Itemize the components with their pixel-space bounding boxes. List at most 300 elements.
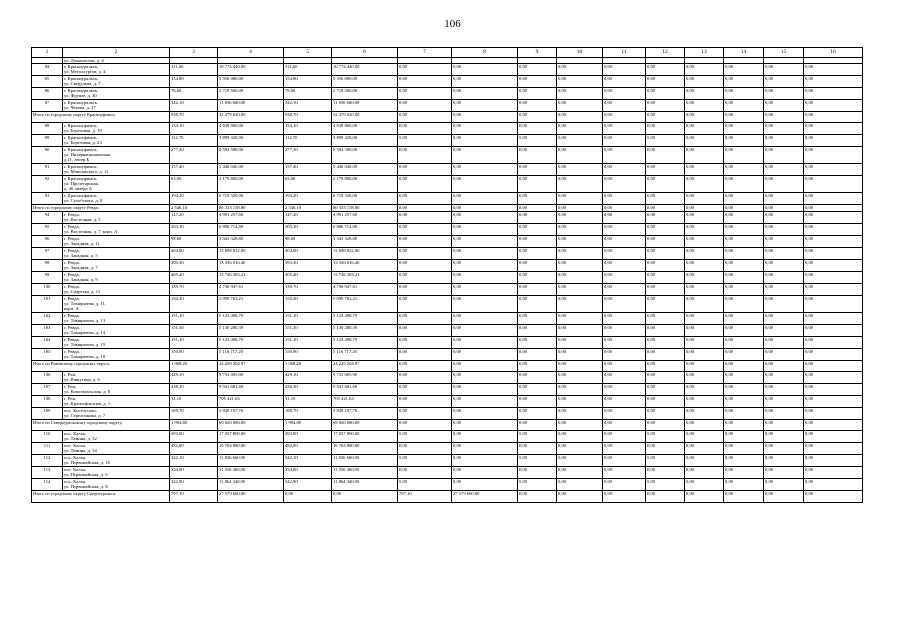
value-cell: 0,00 <box>646 443 685 455</box>
subtotal-row <box>32 205 863 212</box>
value-cell: 134,10 <box>284 123 332 135</box>
table-row <box>32 176 863 193</box>
value-cell: 0,00 <box>603 313 646 325</box>
value-cell: 0,00 <box>603 248 646 260</box>
value-cell: 342,90 <box>170 479 218 491</box>
column-number-cell: 8 <box>452 48 518 58</box>
value-cell: 0,00 <box>398 337 452 349</box>
value-cell: 0,00 <box>603 205 646 212</box>
value-cell: 0,00 <box>764 100 804 112</box>
value-cell: 0,00 <box>603 325 646 337</box>
value-cell: 0,00 <box>557 491 603 503</box>
row-number-cell: 98 <box>32 260 63 272</box>
value-cell: 0,00 <box>518 284 557 296</box>
value-cell: 0,00 <box>557 76 603 88</box>
value-cell: 0,00 <box>452 431 518 443</box>
value-cell: 0,00 <box>452 248 518 260</box>
row-number-cell: 109 <box>32 408 63 420</box>
value-cell: 0,00 <box>284 491 332 503</box>
column-number-cell: 5 <box>284 48 332 58</box>
value-cell: 5 116 717,20 <box>332 349 398 361</box>
address-cell: г. Красноуральск, ул. Свердлова, д. 7 <box>63 76 170 88</box>
value-cell: 2 719 560,00 <box>218 88 284 100</box>
value-cell: 9 733 005,90 <box>218 372 284 384</box>
value-cell: 0,00 <box>557 212 603 224</box>
value-cell: 0,00 <box>518 361 557 372</box>
value-cell: 4 736 947,61 <box>218 284 284 296</box>
value-cell: 5 446 040,00 <box>332 164 398 176</box>
value-cell: 0,00 <box>804 176 863 193</box>
value-cell: 0,00 <box>518 372 557 384</box>
value-cell: 0,00 <box>518 396 557 408</box>
value-cell: 0,00 <box>603 455 646 467</box>
value-cell: 0,00 <box>685 100 724 112</box>
value-cell: 0,00 <box>603 135 646 147</box>
subtotal-row <box>32 420 863 431</box>
value-cell: 0,00 <box>518 420 557 431</box>
value-cell: 0,00 <box>557 408 603 420</box>
value-cell: 63,00 <box>284 176 332 193</box>
value-cell: 0,00 <box>452 164 518 176</box>
value-cell: 27 579 660,00 <box>218 491 284 503</box>
value-cell: 139,70 <box>170 284 218 296</box>
value-cell: 0,00 <box>557 443 603 455</box>
value-cell: 0,00 <box>646 248 685 260</box>
value-cell: 5 123 498,79 <box>332 313 398 325</box>
value-cell: 0,00 <box>398 396 452 408</box>
value-cell: 0,00 <box>603 100 646 112</box>
value-cell: 0,00 <box>398 205 452 212</box>
row-number-cell: 91 <box>32 164 63 176</box>
value-cell: 150,40 <box>170 296 218 313</box>
value-cell: 0,00 <box>685 248 724 260</box>
value-cell: 0,00 <box>646 272 685 284</box>
value-cell: 0,00 <box>452 147 518 164</box>
value-cell: 0,00 <box>557 100 603 112</box>
value-cell: 32 479 020,00 <box>332 112 398 123</box>
value-cell: 0,00 <box>685 176 724 193</box>
value-cell: 0,00 <box>804 431 863 443</box>
value-cell: 0,00 <box>764 205 804 212</box>
value-cell: 0,00 <box>724 479 764 491</box>
value-cell: 0,00 <box>685 193 724 205</box>
value-cell: 0,00 <box>764 491 804 503</box>
value-cell: 151,30 <box>284 325 332 337</box>
value-cell: 342,90 <box>284 479 332 491</box>
address-cell: г. Ревда, ул. Спартака, д. 11 <box>63 284 170 296</box>
value-cell: 0,00 <box>724 76 764 88</box>
value-cell: 11 836 660,00 <box>332 455 398 467</box>
value-cell: 0,00 <box>724 205 764 212</box>
value-cell: 0,00 <box>724 396 764 408</box>
value-cell: 0,00 <box>557 248 603 260</box>
value-cell: 154,80 <box>284 76 332 88</box>
value-cell: 0,00 <box>724 467 764 479</box>
value-cell: 0,00 <box>764 313 804 325</box>
value-cell: 0,00 <box>452 372 518 384</box>
value-cell: 0,00 <box>398 361 452 372</box>
value-cell: 0,00 <box>724 212 764 224</box>
value-cell: 17 057 800,00 <box>332 431 398 443</box>
value-cell: 0,00 <box>646 491 685 503</box>
value-cell: 0,00 <box>646 224 685 236</box>
column-number-cell: 6 <box>332 48 398 58</box>
address-cell: пос. Калья, ул. Первомайская, д. 6 <box>63 467 170 479</box>
value-cell: 0,00 <box>764 224 804 236</box>
value-cell: 150,90 <box>284 349 332 361</box>
value-cell: 0,00 <box>646 76 685 88</box>
value-cell: 0,00 <box>398 164 452 176</box>
value-cell: 0,00 <box>557 372 603 384</box>
subtotal-row <box>32 361 863 372</box>
value-cell: 31,10 <box>170 396 218 408</box>
value-cell: 0,00 <box>603 272 646 284</box>
value-cell: 5 356 080,00 <box>332 76 398 88</box>
value-cell: 2 546,10 <box>170 205 218 212</box>
value-cell: 0,00 <box>557 337 603 349</box>
address-cell: г. Красноуфимск, ул. Березовая, д. 19 <box>63 123 170 135</box>
value-cell: 0,00 <box>685 147 724 164</box>
value-cell: 0,00 <box>557 272 603 284</box>
value-cell: 0,00 <box>452 193 518 205</box>
value-cell: 6 719 320,00 <box>218 193 284 205</box>
value-cell: 0,00 <box>557 236 603 248</box>
value-cell: 438,30 <box>284 384 332 396</box>
value-cell: 5 099 763,21 <box>218 296 284 313</box>
table-row <box>32 408 863 420</box>
value-cell: 0,00 <box>646 349 685 361</box>
value-cell: 151,10 <box>284 313 332 325</box>
value-cell: 6 886 714,80 <box>332 224 398 236</box>
value-cell: 0,00 <box>518 384 557 396</box>
value-cell: 9 594 580,00 <box>218 147 284 164</box>
value-cell: 429,10 <box>170 372 218 384</box>
value-cell: 0,00 <box>398 260 452 272</box>
subtotal-label: Итого по городскому округу Среднеуральск: <box>32 491 170 503</box>
value-cell: 0,00 <box>804 361 863 372</box>
row-number-cell: 97 <box>32 248 63 260</box>
address-cell: г. Ревда, ул. Тимирязева, д. 13 <box>63 313 170 325</box>
address-cell: пос. Калья, ул. Ленина, д. 34 <box>63 443 170 455</box>
value-cell: 0,00 <box>764 443 804 455</box>
value-cell: 0,00 <box>398 76 452 88</box>
value-cell: 98,60 <box>170 236 218 248</box>
value-cell: 11 836 660,00 <box>332 100 398 112</box>
address-cell: г. Ревда, ул. Западная, д. 9 <box>63 272 170 284</box>
value-cell: 0,00 <box>398 431 452 443</box>
value-cell: 0,00 <box>398 248 452 260</box>
value-cell: 3 899 420,00 <box>218 135 284 147</box>
value-cell: 0,00 <box>685 164 724 176</box>
value-cell: 0,00 <box>804 443 863 455</box>
value-cell: 0,00 <box>724 123 764 135</box>
value-cell: 13 698 832,00 <box>218 248 284 260</box>
value-cell: 0,00 <box>603 88 646 100</box>
value-cell: 0,00 <box>603 147 646 164</box>
value-cell: 0,00 <box>685 112 724 123</box>
value-cell: 13 336 016,40 <box>332 260 398 272</box>
value-cell: 0,00 <box>518 337 557 349</box>
column-number-cell: 2 <box>63 48 170 58</box>
value-cell: 0,00 <box>398 64 452 76</box>
address-cell: г. Красноуральск, ул. Металлургов, д. 4 <box>63 64 170 76</box>
value-cell: 147,20 <box>170 212 218 224</box>
value-cell: 0,00 <box>518 260 557 272</box>
value-cell: 0,00 <box>646 384 685 396</box>
value-cell: 0,00 <box>452 313 518 325</box>
value-cell: 0,00 <box>398 325 452 337</box>
value-cell: 0,00 <box>724 313 764 325</box>
value-cell: 0,00 <box>646 212 685 224</box>
value-cell: 17 057 800,00 <box>218 431 284 443</box>
value-cell: 0,00 <box>724 420 764 431</box>
address-cell: г. Красноуральск, ул. Чехова, д. 27 <box>63 100 170 112</box>
value-cell: 0,00 <box>398 88 452 100</box>
table-row <box>32 76 863 88</box>
value-cell: 342,10 <box>284 455 332 467</box>
table-row <box>32 88 863 100</box>
value-cell: 0,00 <box>724 88 764 100</box>
value-cell: 0,00 <box>452 443 518 455</box>
value-cell: 0,00 <box>764 272 804 284</box>
value-cell: 1 068,20 <box>170 361 218 372</box>
value-cell: 0,00 <box>518 64 557 76</box>
value-cell: 0,00 <box>398 467 452 479</box>
value-cell: 0,00 <box>398 176 452 193</box>
address-cell: г. Красноуфимск, ул. Сухобского, д. 8 <box>63 193 170 205</box>
value-cell: 0,00 <box>685 467 724 479</box>
value-cell: 0,00 <box>557 135 603 147</box>
row-number-cell: 90 <box>32 147 63 164</box>
table-row <box>32 123 863 135</box>
value-cell: 0,00 <box>764 431 804 443</box>
row-number-cell: 106 <box>32 372 63 384</box>
value-cell: 6 886 714,80 <box>218 224 284 236</box>
value-cell: 2 719 560,00 <box>332 88 398 100</box>
value-cell: 342,10 <box>170 455 218 467</box>
address-cell: г. Ревда, ул. Тимирязева, д. 18 <box>63 349 170 361</box>
value-cell: 13 746 303,21 <box>332 272 398 284</box>
value-cell: 0,00 <box>398 384 452 396</box>
value-cell: 0,00 <box>518 193 557 205</box>
row-number-cell: 89 <box>32 135 63 147</box>
value-cell: 0,00 <box>764 408 804 420</box>
value-cell: 0,00 <box>685 236 724 248</box>
value-cell: 0,00 <box>685 349 724 361</box>
value-cell: 0,00 <box>557 361 603 372</box>
value-cell: 0,00 <box>804 205 863 212</box>
value-cell: 0,00 <box>398 147 452 164</box>
value-cell: 0,00 <box>452 325 518 337</box>
value-cell: 9 941 681,68 <box>332 384 398 396</box>
value-cell: 0,00 <box>646 431 685 443</box>
value-cell: 0,00 <box>603 176 646 193</box>
value-cell: 311,60 <box>284 64 332 76</box>
value-cell: 0,00 <box>398 236 452 248</box>
value-cell: 0,00 <box>646 236 685 248</box>
column-number-cell: 10 <box>557 48 603 58</box>
value-cell: 3 849 197,76 <box>332 408 398 420</box>
value-cell: 0,00 <box>804 135 863 147</box>
value-cell: 0,00 <box>398 212 452 224</box>
value-cell: 0,00 <box>764 76 804 88</box>
value-cell: 0,00 <box>603 236 646 248</box>
subtotal-label: Итого по городскому округу Красноуфимск: <box>32 112 170 123</box>
value-cell: 0,00 <box>452 272 518 284</box>
value-cell: 0,00 <box>452 224 518 236</box>
value-cell: 0,00 <box>724 443 764 455</box>
table-row <box>32 284 863 296</box>
value-cell: 0,00 <box>764 296 804 313</box>
value-cell: 6 719 320,00 <box>332 193 398 205</box>
value-cell: 10 774 440,00 <box>332 64 398 76</box>
value-cell: 482,80 <box>170 443 218 455</box>
value-cell: 27 579 660,00 <box>452 491 518 503</box>
value-cell: 0,00 <box>764 467 804 479</box>
value-cell: 0,00 <box>804 164 863 176</box>
value-cell: 0,00 <box>764 384 804 396</box>
value-cell: 169,70 <box>170 408 218 420</box>
value-cell: 0,00 <box>603 491 646 503</box>
row-number-cell: 113 <box>32 467 63 479</box>
value-cell: 438,30 <box>170 384 218 396</box>
value-cell: 0,00 <box>557 384 603 396</box>
table-row <box>32 236 863 248</box>
value-cell: 78,60 <box>284 88 332 100</box>
table-row <box>32 193 863 205</box>
value-cell: 0,00 <box>764 337 804 349</box>
value-cell: 0,00 <box>332 491 398 503</box>
value-cell: 0,00 <box>685 420 724 431</box>
value-cell: 4 639 860,00 <box>218 123 284 135</box>
value-cell: 0,00 <box>603 420 646 431</box>
value-cell: 0,00 <box>724 349 764 361</box>
value-cell: 393,30 <box>170 260 218 272</box>
value-cell: 0,00 <box>518 88 557 100</box>
value-cell: 0,00 <box>804 467 863 479</box>
value-cell: 0,00 <box>398 193 452 205</box>
value-cell: 0,00 <box>398 455 452 467</box>
subtotal-label: Итого по Режевскому городскому округу: <box>32 361 170 372</box>
value-cell: 5 123 498,79 <box>332 337 398 349</box>
row-number-cell: 94 <box>32 212 63 224</box>
table-row <box>32 443 863 455</box>
value-cell: 342,10 <box>284 100 332 112</box>
value-cell: 0,00 <box>804 420 863 431</box>
value-cell: 0,00 <box>452 212 518 224</box>
value-cell: 0,00 <box>518 408 557 420</box>
value-cell: 0,00 <box>518 325 557 337</box>
row-number-cell: 100 <box>32 284 63 296</box>
value-cell: 0,00 <box>452 76 518 88</box>
value-cell: 0,00 <box>685 224 724 236</box>
value-cell: 0,00 <box>724 491 764 503</box>
value-cell: 493,00 <box>170 431 218 443</box>
value-cell: 0,00 <box>804 408 863 420</box>
row-number-cell: 107 <box>32 384 63 396</box>
value-cell: 277,30 <box>284 147 332 164</box>
subtotal-row <box>32 491 863 503</box>
address-cell: г. Красноуфимск, ул. Манчажского, д. 11 <box>63 164 170 176</box>
value-cell: 0,00 <box>557 349 603 361</box>
value-cell: 0,00 <box>452 408 518 420</box>
value-cell: 112,70 <box>170 135 218 147</box>
value-cell: 0,00 <box>764 64 804 76</box>
value-cell: 151,10 <box>170 337 218 349</box>
value-cell: 0,00 <box>685 479 724 491</box>
value-cell: 405,40 <box>170 272 218 284</box>
value-cell: 0,00 <box>764 123 804 135</box>
value-cell: 0,00 <box>724 135 764 147</box>
value-cell: 0,00 <box>646 112 685 123</box>
value-cell: 147,20 <box>284 212 332 224</box>
value-cell: 0,00 <box>685 88 724 100</box>
value-cell: 0,00 <box>398 408 452 420</box>
value-cell: 11 836 660,00 <box>218 100 284 112</box>
value-cell: 0,00 <box>724 224 764 236</box>
value-cell: 0,00 <box>398 123 452 135</box>
value-cell: 0,00 <box>804 147 863 164</box>
value-cell: 0,00 <box>764 361 804 372</box>
value-cell: 0,00 <box>603 164 646 176</box>
value-cell: 0,00 <box>557 164 603 176</box>
value-cell: 3 849 197,76 <box>218 408 284 420</box>
value-cell: 334,00 <box>284 467 332 479</box>
value-cell: 0,00 <box>557 123 603 135</box>
value-cell: 0,00 <box>398 284 452 296</box>
value-cell: 0,00 <box>518 248 557 260</box>
value-cell: 0,00 <box>398 443 452 455</box>
row-number-cell: 93 <box>32 193 63 205</box>
value-cell: 0,00 <box>518 135 557 147</box>
row-number-cell: 88 <box>32 123 63 135</box>
value-cell: 0,00 <box>398 372 452 384</box>
value-cell: 139,70 <box>284 284 332 296</box>
value-cell: 0,00 <box>518 147 557 164</box>
value-cell: 0,00 <box>603 64 646 76</box>
value-cell: 2 179 800,00 <box>218 176 284 193</box>
value-cell: 1 068,20 <box>284 361 332 372</box>
address-cell: г. Красноуфимск, ул. Пролетарская, д. 46 литера А <box>63 176 170 193</box>
value-cell: 0,00 <box>724 284 764 296</box>
table-row <box>32 479 863 491</box>
value-cell: 0,00 <box>804 384 863 396</box>
value-cell: 0,00 <box>646 100 685 112</box>
value-cell: 0,00 <box>646 396 685 408</box>
value-cell: 938,70 <box>284 112 332 123</box>
value-cell: 0,00 <box>804 123 863 135</box>
value-cell: 0,00 <box>603 224 646 236</box>
value-cell: 134,10 <box>170 123 218 135</box>
value-cell: 0,00 <box>804 236 863 248</box>
value-cell: 9 733 005,90 <box>332 372 398 384</box>
value-cell: 0,00 <box>764 88 804 100</box>
value-cell: 0,00 <box>724 455 764 467</box>
value-cell: 0,00 <box>452 361 518 372</box>
value-cell: 0,00 <box>804 64 863 76</box>
value-cell: 0,00 <box>724 260 764 272</box>
value-cell: 705 421,63 <box>218 396 284 408</box>
row-number-cell: 84 <box>32 64 63 76</box>
value-cell: 0,00 <box>804 76 863 88</box>
column-number-cell: 11 <box>603 48 646 58</box>
address-cell: г. Красноуфимск, ул. Интернациональная, д.11, литер Б <box>63 147 170 164</box>
table-row <box>32 455 863 467</box>
column-number-cell: 15 <box>764 48 804 58</box>
value-cell: 194,20 <box>284 193 332 205</box>
value-cell: 0,00 <box>603 408 646 420</box>
value-cell: 0,00 <box>557 431 603 443</box>
